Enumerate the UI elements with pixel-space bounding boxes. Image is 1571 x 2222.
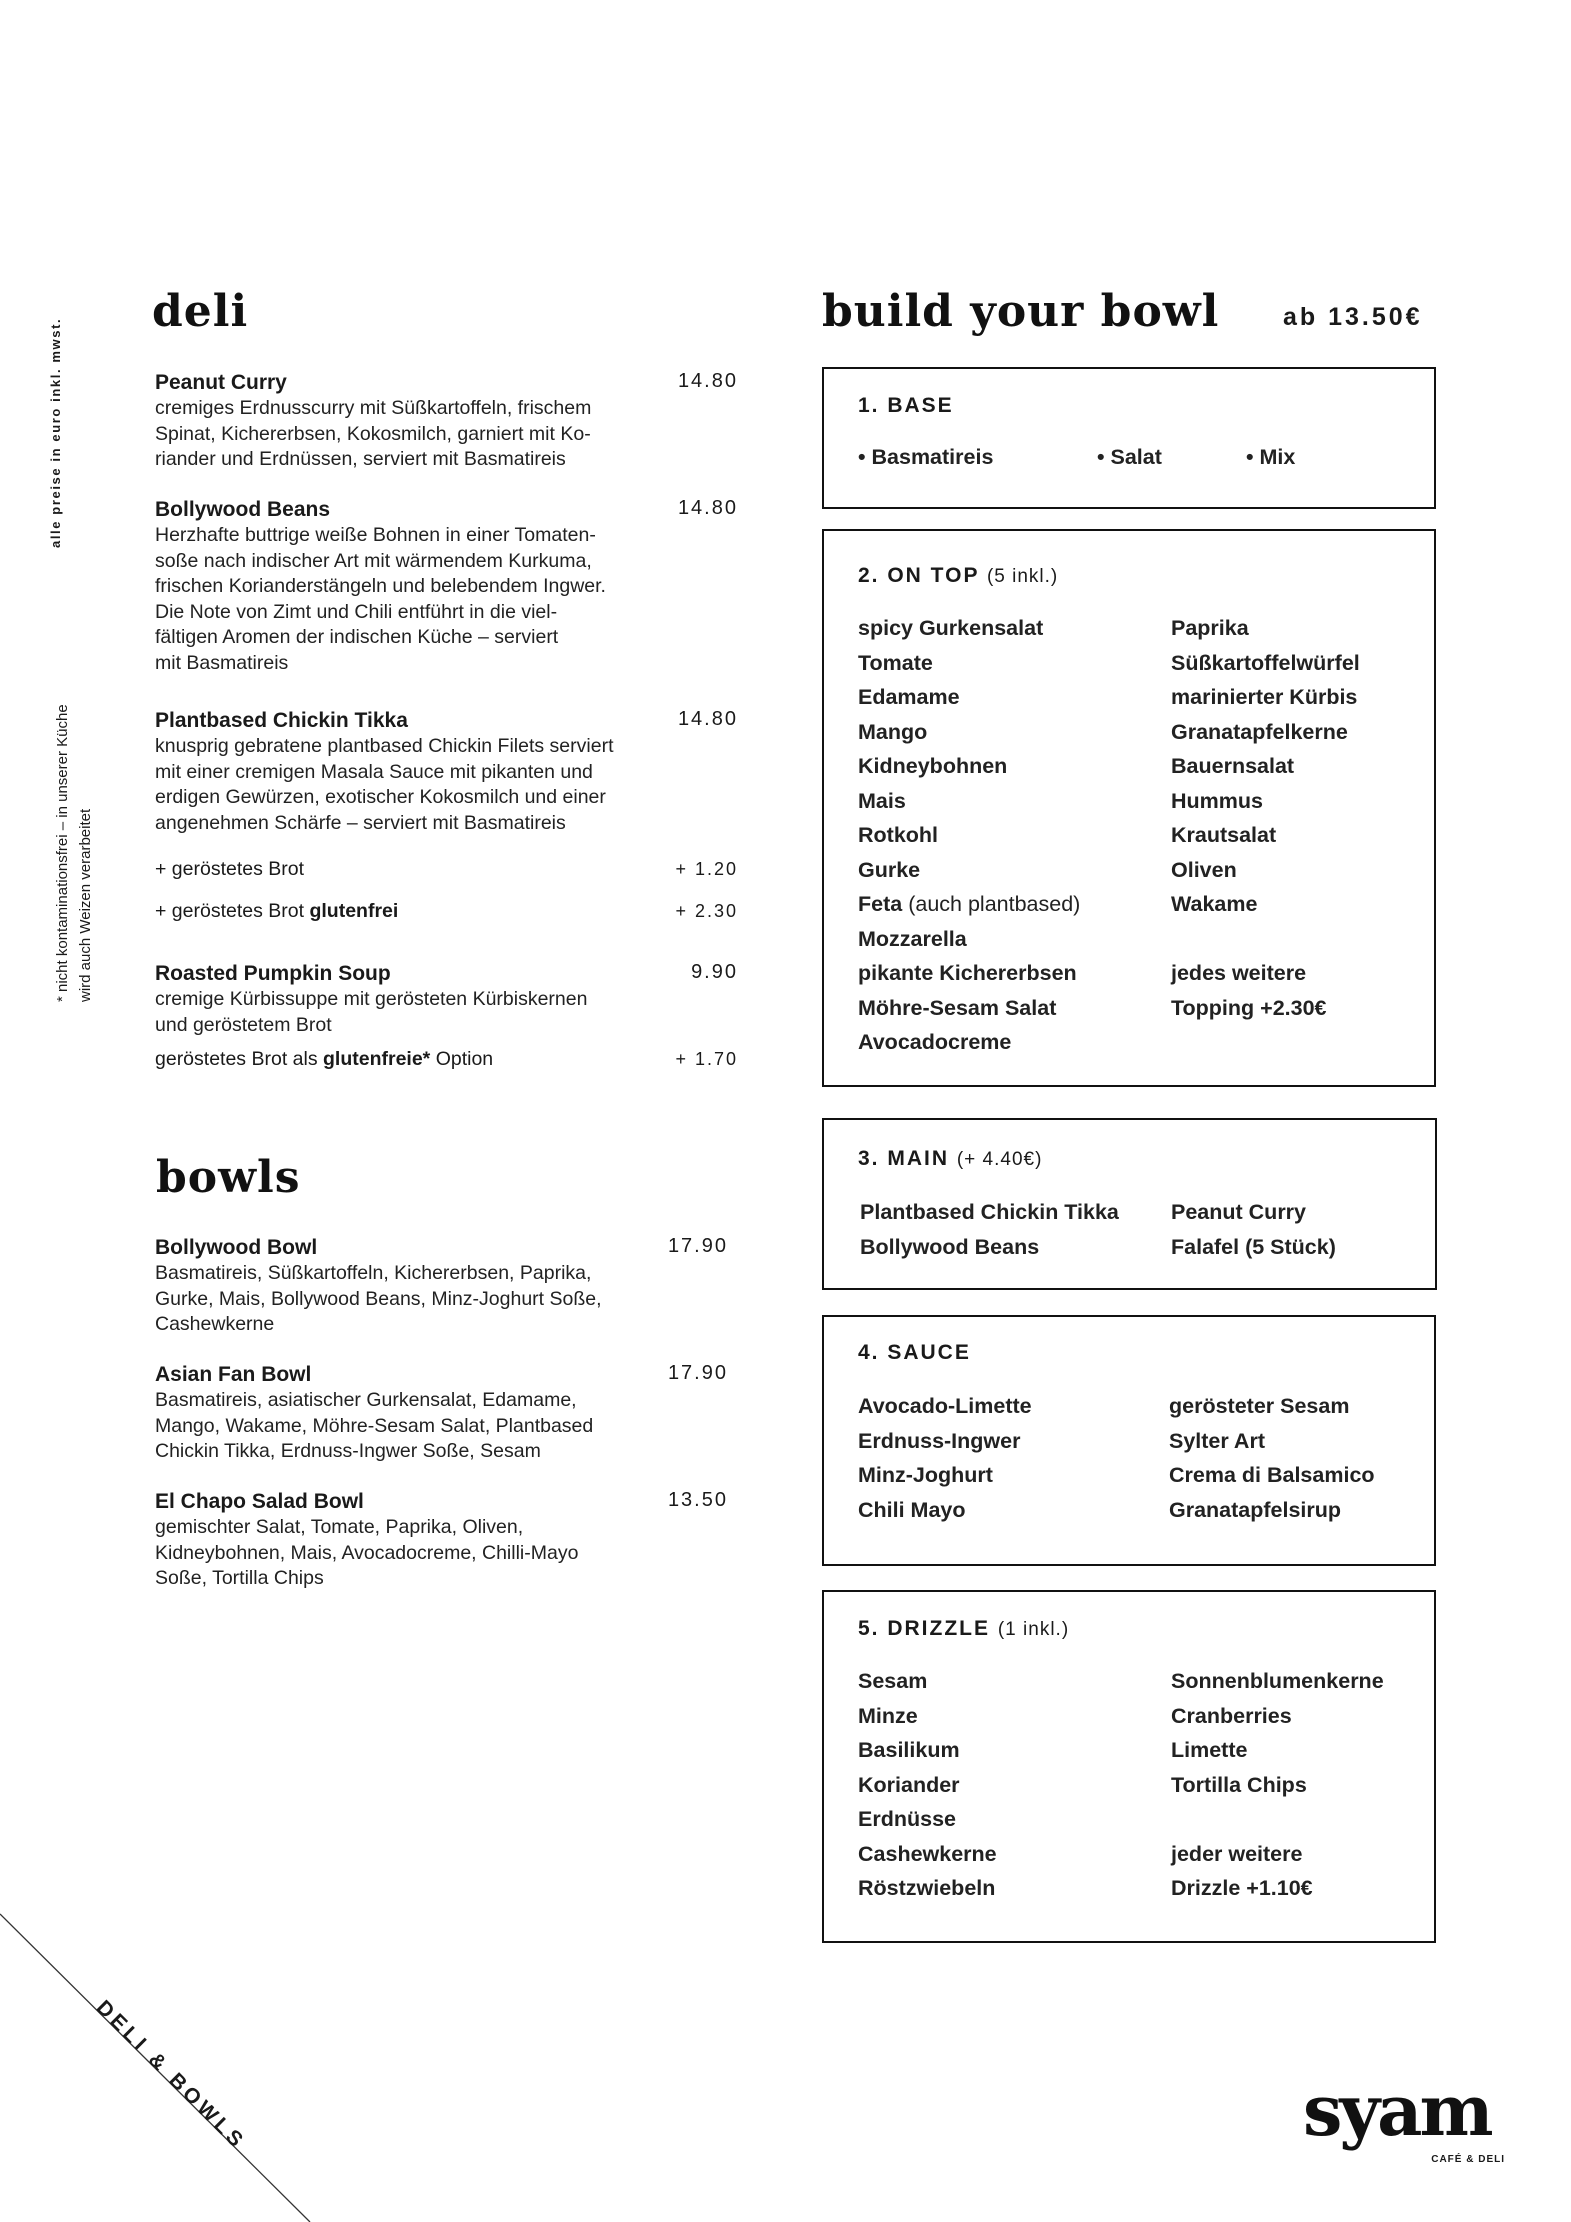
- item-desc-line: gemischter Salat, Tomate, Paprika, Oliven,: [155, 1516, 524, 1538]
- topping-item: Rotkohl: [858, 823, 939, 847]
- item-desc-line: knusprig gebratene plantbased Chickin Filets serviert: [155, 735, 614, 757]
- sauce-item: Sylter Art: [1169, 1428, 1265, 1453]
- deli-heading: deli: [152, 286, 249, 337]
- bowl-item-asian-fan: [155, 1362, 728, 1465]
- main-item: Peanut Curry: [1171, 1200, 1307, 1224]
- option-label-bold: glutenfreie*: [323, 1048, 431, 1070]
- drizzle-item: Limette: [1171, 1738, 1248, 1762]
- item-desc-line: Herzhafte buttrige weiße Bohnen in einer Tomaten-: [155, 524, 596, 546]
- item-desc-line: riander und Erdnüssen, serviert mit Basmatireis: [155, 448, 566, 470]
- item-desc-line: Basmatireis, Süßkartoffeln, Kichererbsen, Paprika,: [155, 1262, 592, 1284]
- drizzle-title-text: 5. DRIZZLE: [858, 1617, 991, 1640]
- item-desc-line: Kidneybohnen, Mais, Avocadocreme, Chilli-Mayo: [155, 1541, 579, 1564]
- drizzle-item: Sonnenblumenkerne: [1171, 1669, 1384, 1693]
- item-name: Bollywood Bowl: [155, 1236, 318, 1259]
- topping-item: Mango: [858, 719, 928, 744]
- topping-item: Mozzarella: [858, 926, 967, 951]
- drizzle-item: Sesam: [858, 1669, 928, 1693]
- item-desc-line: Soße, Tortilla Chips: [155, 1567, 324, 1589]
- item-price: 13.50: [667, 1489, 728, 1511]
- item-price: 14.80: [677, 497, 738, 519]
- main-item: Bollywood Beans: [860, 1234, 1040, 1259]
- sauce-right-column: [1169, 1389, 1375, 1527]
- contamination-note-line2: wird auch Weizen verarbeitet: [77, 808, 94, 1002]
- topping-item: Möhre-Sesam Salat: [858, 995, 1057, 1020]
- logo-wordmark: syam: [1303, 2069, 1491, 2152]
- drizzle-item: Röstzwiebeln: [858, 1876, 996, 1900]
- item-name: Peanut Curry: [155, 371, 287, 394]
- item-price: 17.90: [667, 1235, 728, 1257]
- addon-label: + geröstetes Brot: [155, 900, 310, 922]
- main-left-column: [860, 1195, 1119, 1264]
- addon-toasted-bread-glutenfree: [155, 898, 738, 924]
- sauce-title: 4. SAUCE: [858, 1341, 971, 1364]
- main-item: Falafel (5 Stück): [1171, 1234, 1336, 1259]
- item-desc-line: Chickin Tikka, Erdnuss-Ingwer Soße, Sesam: [155, 1440, 541, 1462]
- ontop-title: [858, 564, 1058, 588]
- drizzle-item: Tortilla Chips: [1171, 1772, 1307, 1797]
- base-option: • Mix: [1246, 445, 1296, 469]
- deli-item-bollywood-beans: [155, 497, 738, 676]
- topping-item: Krautsalat: [1171, 823, 1277, 847]
- topping-item: Mais: [858, 788, 906, 813]
- drizzle-subtitle: (1 inkl.): [997, 1619, 1070, 1640]
- item-desc-line: Gurke, Mais, Bollywood Beans, Minz-Joghurt Soße,: [155, 1287, 602, 1310]
- extra-topping-note: jedes weitere: [1171, 961, 1307, 985]
- main-box: [822, 1118, 1437, 1290]
- item-desc-line: angenehmen Schärfe – serviert mit Basmatireis: [155, 811, 566, 834]
- topping-item: pikante Kichererbsen: [858, 961, 1077, 985]
- item-desc-line: erdigen Gewürzen, exotischer Kokosmilch und einer: [155, 786, 606, 808]
- main-title-text: 3. MAIN: [858, 1147, 950, 1170]
- item-name: El Chapo Salad Bowl: [155, 1490, 364, 1513]
- item-desc-line: Basmatireis, asiatischer Gurkensalat, Edamame,: [155, 1389, 577, 1411]
- option-label: geröstetes Brot als: [155, 1048, 323, 1070]
- topping-item: Paprika: [1171, 616, 1249, 640]
- item-desc-line: Die Note von Zimt und Chili entführt in die viel-: [155, 600, 558, 623]
- drizzle-item: Minze: [858, 1703, 918, 1728]
- bowl-item-bollywood: [155, 1235, 728, 1338]
- topping-item: spicy Gurkensalat: [858, 616, 1044, 640]
- main-subtitle: (+ 4.40€): [956, 1149, 1043, 1170]
- sauce-item: Granatapfelsirup: [1169, 1497, 1342, 1522]
- item-name: Roasted Pumpkin Soup: [155, 962, 391, 985]
- topping-item: Bauernsalat: [1171, 754, 1295, 778]
- bowls-heading: bowls: [156, 1152, 301, 1203]
- drizzle-item: Koriander: [858, 1772, 960, 1797]
- topping-item-note: (auch plantbased): [908, 892, 1081, 916]
- ontop-left-column: [858, 611, 1080, 1060]
- drizzle-title: [858, 1617, 1069, 1641]
- addon-price: + 2.30: [675, 901, 738, 921]
- logo-tagline: CAFÉ & DELI: [1431, 2154, 1505, 2165]
- sauce-item: gerösteter Sesam: [1169, 1394, 1350, 1418]
- topping-item: Tomate: [858, 650, 933, 675]
- topping-item: Hummus: [1171, 788, 1263, 813]
- drizzle-item: Basilikum: [858, 1738, 960, 1762]
- option-price: + 1.70: [675, 1049, 738, 1069]
- main-right-column: [1171, 1195, 1336, 1264]
- item-price: 14.80: [677, 370, 738, 392]
- item-desc-line: Mango, Wakame, Möhre-Sesam Salat, Plantbased: [155, 1414, 594, 1437]
- base-box: [822, 367, 1436, 509]
- item-price: 9.90: [691, 961, 738, 983]
- base-title: 1. BASE: [858, 394, 954, 417]
- sauce-box: [822, 1315, 1436, 1566]
- drizzle-left-column: [858, 1664, 997, 1906]
- addon-label: + geröstetes Brot: [155, 858, 305, 880]
- ontop-box: [822, 529, 1436, 1087]
- item-desc-line: fältigen Aromen der indischen Küche – serviert: [155, 626, 559, 648]
- addon-price: + 1.20: [675, 859, 738, 879]
- main-item: Plantbased Chickin Tikka: [860, 1200, 1119, 1224]
- item-desc-line: cremige Kürbissuppe mit gerösteten Kürbiskernen: [155, 988, 588, 1010]
- price-note: alle preise in euro inkl. mwst.: [48, 317, 63, 548]
- corner-label: DELI & BOWLS: [91, 1996, 251, 2155]
- item-desc-line: mit Basmatireis: [155, 651, 289, 674]
- build-bowl-price: ab 13.50€: [1283, 303, 1423, 331]
- drizzle-right-column: [1171, 1664, 1384, 1906]
- item-desc-line: frischen Korianderstängeln und belebendem Ingwer.: [155, 575, 606, 597]
- contamination-note-line1: * nicht kontaminationsfrei – in unserer Küche: [54, 704, 71, 1002]
- sauce-item: Erdnuss-Ingwer: [858, 1428, 1021, 1453]
- sauce-item: Minz-Joghurt: [858, 1463, 993, 1487]
- extra-topping-price: Topping +2.30€: [1171, 995, 1327, 1020]
- ontop-title-text: 2. ON TOP: [858, 564, 980, 587]
- topping-item: marinierter Kürbis: [1171, 685, 1358, 709]
- item-desc-line: cremiges Erdnusscurry mit Süßkartoffeln, frischem: [155, 397, 592, 419]
- sauce-item: Chili Mayo: [858, 1497, 966, 1522]
- deli-item-pumpkin-soup: [155, 961, 738, 1038]
- sauce-item: Avocado-Limette: [858, 1394, 1032, 1418]
- topping-item: Süßkartoffelwürfel: [1171, 650, 1360, 675]
- item-price: 14.80: [677, 708, 738, 730]
- ontop-subtitle: (5 inkl.): [986, 566, 1059, 587]
- topping-item: Kidneybohnen: [858, 754, 1008, 778]
- topping-item-name: Feta: [858, 892, 903, 916]
- sauce-item: Crema di Balsamico: [1169, 1463, 1375, 1487]
- addon-toasted-bread: [155, 856, 738, 882]
- item-price: 17.90: [667, 1362, 728, 1384]
- extra-drizzle-price: Drizzle +1.10€: [1171, 1876, 1313, 1900]
- item-name: Bollywood Beans: [155, 498, 331, 521]
- build-bowl-heading: build your bowl: [822, 286, 1220, 337]
- item-name: Asian Fan Bowl: [155, 1363, 312, 1386]
- option-label-end: Option: [430, 1048, 494, 1070]
- base-option: • Salat: [1097, 445, 1162, 469]
- addon-label-bold: glutenfrei: [309, 900, 399, 922]
- drizzle-box: [822, 1590, 1436, 1943]
- topping-item: Oliven: [1171, 857, 1237, 882]
- extra-drizzle-note: jeder weitere: [1171, 1841, 1303, 1866]
- item-desc-line: Cashewkerne: [155, 1313, 275, 1335]
- topping-item: Gurke: [858, 857, 921, 882]
- deli-item-peanut-curry: [155, 370, 738, 473]
- main-title: [858, 1147, 1042, 1171]
- soup-option: [155, 1046, 738, 1072]
- sauce-left-column: [858, 1389, 1032, 1527]
- topping-item-feta: [858, 887, 1080, 922]
- deli-item-chickin-tikka: [155, 708, 738, 836]
- item-desc-line: soße nach indischer Art mit wärmendem Kurkuma,: [155, 549, 592, 572]
- drizzle-item: Cranberries: [1171, 1703, 1292, 1728]
- topping-item: Edamame: [858, 685, 960, 709]
- drizzle-item: Cashewkerne: [858, 1841, 997, 1866]
- item-desc-line: und geröstetem Brot: [155, 1013, 332, 1036]
- base-option: • Basmatireis: [858, 445, 994, 469]
- brand-logo: [1303, 2069, 1513, 2165]
- ontop-right-column: [1171, 611, 1360, 1025]
- bowl-item-el-chapo: [155, 1489, 728, 1592]
- item-desc-line: Spinat, Kichererbsen, Kokosmilch, garniert mit Ko-: [155, 422, 591, 445]
- topping-item: Wakame: [1171, 892, 1258, 916]
- item-desc-line: mit einer cremigen Masala Sauce mit pikanten und: [155, 760, 593, 783]
- item-name: Plantbased Chickin Tikka: [155, 709, 408, 732]
- drizzle-item: Erdnüsse: [858, 1807, 956, 1831]
- topping-item: Avocadocreme: [858, 1030, 1012, 1054]
- topping-item: Granatapfelkerne: [1171, 719, 1348, 744]
